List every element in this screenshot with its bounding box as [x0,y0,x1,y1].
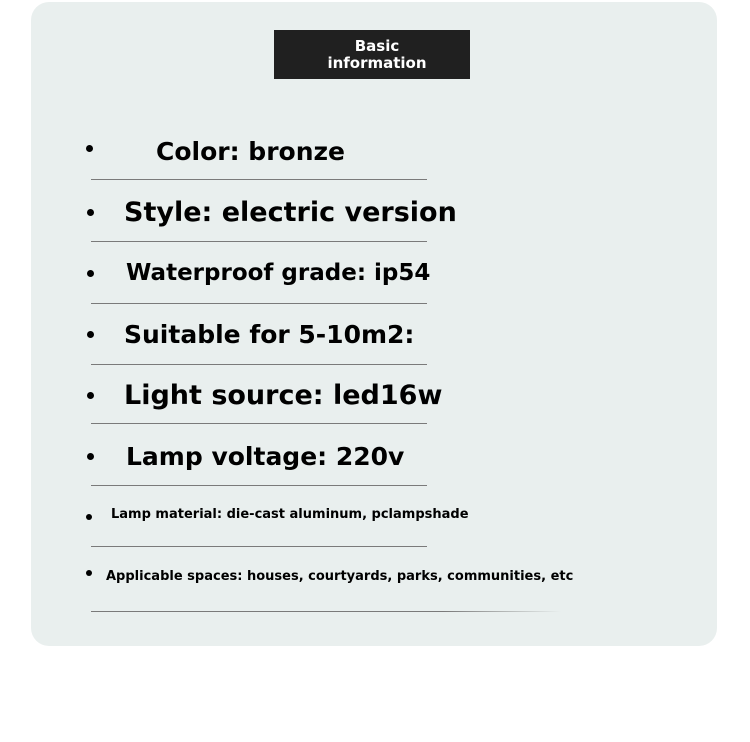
spec-waterproof-grade: Waterproof grade: ip54 [126,260,431,286]
section-title-line2: information [327,53,427,72]
spec-color: Color: bronze [156,137,346,166]
section-header [274,30,470,79]
bullet-icon [87,331,94,338]
spec-lamp-voltage: Lamp voltage: 220v [126,442,405,471]
bullet-icon [87,270,94,277]
spec-applicable-spaces: Applicable spaces: houses, courtyards, parks, communities, etc [106,569,574,584]
divider [91,303,427,304]
bullet-icon [86,145,93,152]
divider [91,546,427,547]
divider [91,423,427,424]
section-title [312,38,442,72]
bullet-icon [87,453,94,460]
divider [91,611,561,612]
divider [91,485,427,486]
spec-lamp-material: Lamp material: die-cast aluminum, pclampshade [111,507,469,522]
spec-suitable-area: Suitable for 5-10m2: [124,320,415,349]
bullet-icon [86,570,92,576]
bullet-icon [87,209,94,216]
divider [91,241,427,242]
divider [91,364,427,365]
spec-style: Style: electric version [124,197,457,228]
bullet-icon [87,392,94,399]
divider [91,179,427,180]
section-title-line1: Basic [354,36,400,55]
bullet-icon [86,514,92,520]
spec-light-source: Light source: led16w [124,380,443,411]
